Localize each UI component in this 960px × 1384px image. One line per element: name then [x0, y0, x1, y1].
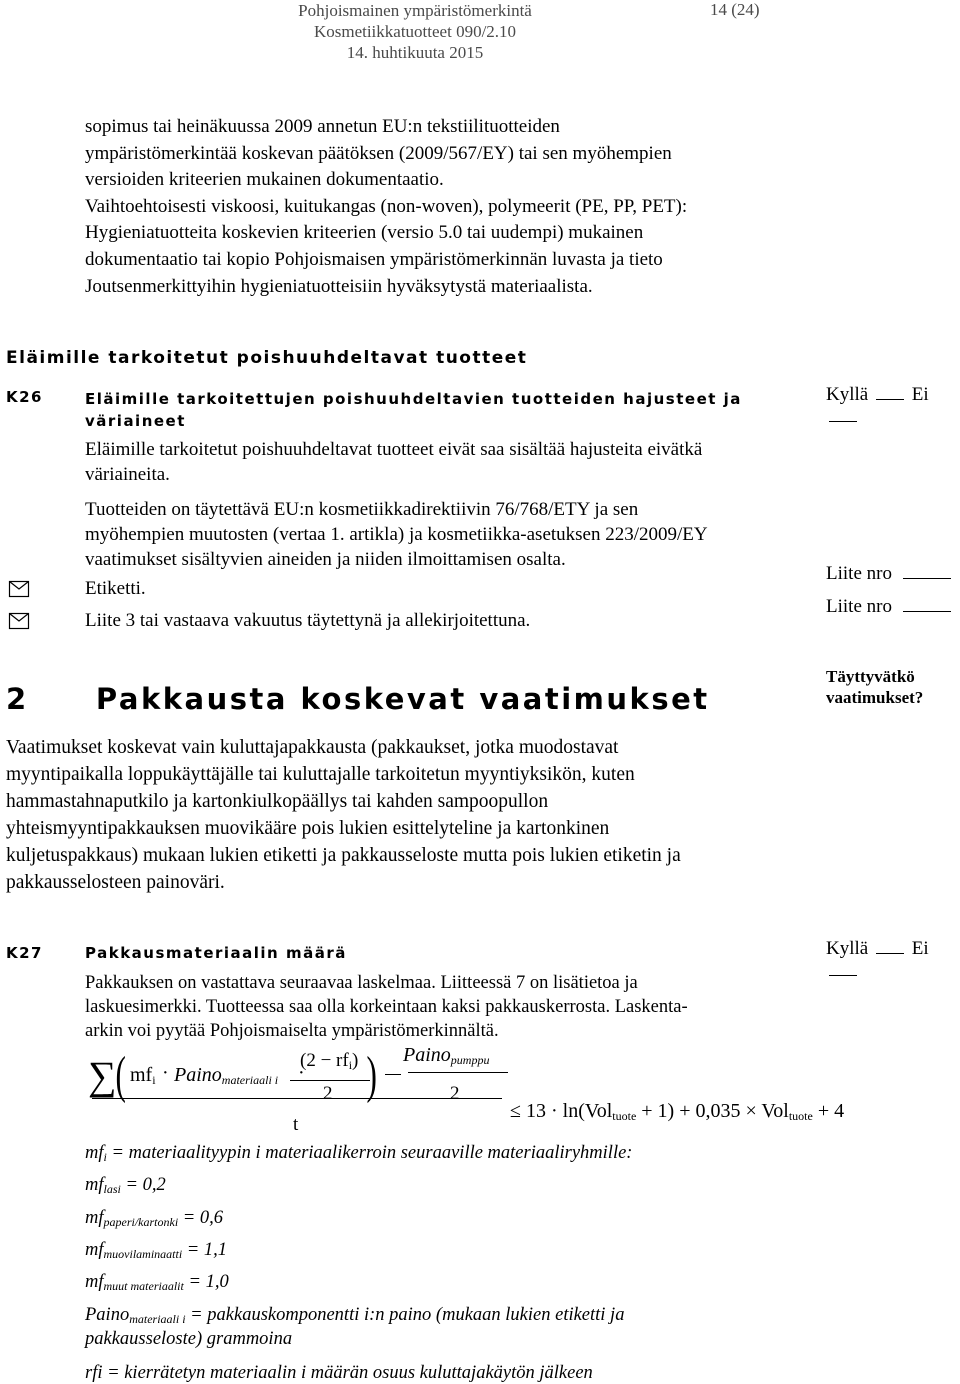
rhs-part: ≤ 13 · ln(Vol	[510, 1100, 613, 1122]
def-muovi	[85, 1240, 227, 1262]
def-subscript: paperi/kartonki	[103, 1215, 179, 1229]
rhs-part: + 1) + 0,035 × Vol	[636, 1100, 789, 1122]
def-paino	[85, 1305, 624, 1327]
body-line: laskuesimerkki. Tuotteessa saa olla korkeintaan kaksi pakkauskerrosta. Laskenta-	[85, 997, 688, 1017]
section2-body	[6, 734, 806, 896]
side-label-line: vaatimukset?	[826, 688, 924, 707]
def-subscript: lasi	[103, 1182, 121, 1196]
def-subscript: muut materiaalit	[103, 1279, 184, 1293]
def-lasi	[85, 1175, 166, 1197]
def-muut	[85, 1272, 229, 1294]
k26-attachment	[826, 596, 951, 618]
checklist-icon	[8, 580, 30, 598]
no-blank[interactable]	[829, 961, 857, 976]
intro-line: ympäristömerkintää koskevan päätöksen (2009/567/EY) tai sen myöhempien	[85, 142, 672, 164]
multiply-dot: ·	[298, 1062, 305, 1084]
tuote-subscript: tuote	[612, 1109, 637, 1123]
close-paren: )	[366, 1047, 377, 1104]
checklist-icon	[8, 612, 30, 630]
def-rfi: rfi = kierrätetyn materiaalin i määrän osuus kuluttajakäytön jälkeen	[85, 1363, 593, 1383]
intro-line: sopimus tai heinäkuussa 2009 annetun EU:n tekstiilituotteiden	[85, 116, 560, 137]
k27-body	[85, 971, 805, 1043]
rf-symbol: (2 − rf	[300, 1050, 349, 1071]
fraction-bar	[408, 1072, 508, 1073]
def-value: = 1,0	[183, 1272, 229, 1292]
attachment-label: Liite nro	[826, 596, 892, 617]
rf-close: )	[352, 1050, 359, 1071]
rf-subscript: i	[348, 1058, 353, 1072]
k26-doc-label: Liite 3 tai vastaava vakuutus täytettynä ja allekirjoitettuna.	[85, 610, 531, 631]
k26-text-line: Eläimille tarkoitetut poishuuhdeltavat tuotteet eivät saa sisältää hajusteita eivätkä	[85, 439, 703, 460]
sum-sign: ∑	[88, 1053, 117, 1098]
attachment-label: Liite nro	[826, 563, 892, 584]
minus-sign	[385, 1074, 401, 1075]
body-line: hammastahnaputkilo ja kartonkiulkopäällys tai kahden sampoopullon	[6, 791, 549, 812]
main-fraction-bar	[92, 1098, 502, 1099]
fraction-denominator: 2	[450, 1083, 460, 1104]
side-label-line: Täyttyvätkö	[826, 667, 915, 686]
intro-line: Joutsenmerkittyihin hygieniatuotteisiin hyväksytystä materiaalista.	[85, 275, 593, 297]
body-line: myyntipaikalla loppukäyttäjälle tai kuluttajalle tarkoitetun myyntiyksikön, kuten	[6, 764, 635, 785]
yes-label: Kyllä	[826, 938, 869, 959]
rhs-part: + 4	[812, 1100, 845, 1122]
def-paperi	[85, 1208, 223, 1230]
fraction-denominator: 2	[323, 1083, 333, 1104]
body-line: Vaatimukset koskevat vain kuluttajapakkausta (pakkaukset, jotka muodostavat	[6, 737, 619, 758]
def-symbol: mf	[85, 1272, 104, 1292]
intro-line: versioiden kriteerien mukainen dokumentaatio.	[85, 169, 444, 191]
body-line: Pakkauksen on vastattava seuraavaa laskelmaa. Liitteessä 7 on lisätietoa ja	[85, 973, 638, 993]
body-line: pakkausselosteen painoväri.	[6, 872, 225, 893]
def-symbol: Paino	[85, 1305, 130, 1325]
body-line: kuljetuspakkaus) mukaan lukien etiketti ja pakkausseloste mutta pois lukien etiketin ja	[6, 845, 681, 866]
formula-paino	[174, 1064, 278, 1088]
def-value: = 0,6	[178, 1208, 224, 1228]
attachment-blank[interactable]	[903, 597, 951, 612]
def-text: = pakkauskomponentti i:n paino (mukaan lukien etiketti ja	[185, 1305, 625, 1325]
k26-title	[85, 388, 805, 432]
k26-title-line: väriaineet	[85, 412, 186, 430]
k26-body	[85, 437, 805, 572]
k26-title-line: Eläimille tarkoitettujen poishuuhdeltavien tuotteiden hajusteet ja	[85, 390, 742, 408]
k26-text-line: väriaineita.	[85, 464, 170, 485]
def-subscript: materiaali i	[129, 1312, 186, 1326]
mf-symbol: mf	[130, 1064, 153, 1086]
def-value: = 0,2	[120, 1175, 166, 1195]
mf-subscript: i	[152, 1073, 156, 1087]
paino-subscript: materiaali i	[221, 1073, 279, 1087]
header-date: 14. huhtikuuta 2015	[346, 43, 484, 62]
header-subtitle: Kosmetiikkatuotteet 090/2.10	[313, 22, 517, 41]
def-text: pakkausseloste) grammoina	[85, 1329, 293, 1349]
k27-yes-no	[826, 938, 960, 982]
no-blank[interactable]	[829, 407, 857, 422]
formula-rf	[300, 1050, 358, 1073]
formula-rhs	[510, 1100, 844, 1124]
k26-text-line: Tuotteiden on täytettävä EU:n kosmetiikkadirektiivin 76/768/ETY ja sen	[85, 499, 639, 520]
document-header	[250, 0, 580, 63]
k26-doc-label: Etiketti.	[85, 578, 146, 599]
attachment-blank[interactable]	[903, 564, 951, 579]
k26-yes-no	[826, 384, 960, 428]
def-subscript: muovilaminaatti	[103, 1247, 183, 1261]
intro-line: Vaihtoehtoisesti viskoosi, kuitukangas (non-woven), polymeerit (PE, PP, PET):	[85, 195, 688, 217]
formula-paino-pumppu	[403, 1044, 489, 1068]
formula-mf	[130, 1064, 156, 1088]
k26-attachment	[826, 563, 951, 585]
def-mf	[85, 1143, 632, 1165]
section-heading-packaging	[6, 682, 710, 716]
no-label: Ei	[911, 938, 929, 959]
intro-line: dokumentaatio tai kopio Pohjoismaisen ympäristömerkinnän luvasta ja tieto	[85, 248, 663, 270]
yes-blank[interactable]	[876, 385, 904, 400]
k26-text-line: vaatimukset sisältyvien aineiden ja niiden ilmoittamisen osalta.	[85, 549, 566, 570]
body-line: yhteismyyntipakkauksen muovikääre pois lukien esittelyteline ja kartonkinen	[6, 818, 610, 839]
k26-code: K26	[6, 388, 43, 406]
def-symbol: mf	[85, 1240, 104, 1260]
packaging-formula	[88, 1044, 948, 1140]
def-text: = materiaalityypin i materiaalikerroin seuraaville materiaaliryhmille:	[106, 1143, 633, 1163]
k27-title: Pakkausmateriaalin määrä	[85, 944, 347, 962]
def-symbol: mf	[85, 1208, 104, 1228]
body-line: arkin voi pyytää Pohjoismaiselta ympäristömerkinnältä.	[85, 1021, 499, 1041]
yes-label: Kyllä	[826, 384, 869, 405]
yes-blank[interactable]	[876, 939, 904, 954]
def-subscript: i	[103, 1150, 107, 1164]
intro-text	[85, 114, 845, 300]
multiply-dot: ·	[162, 1062, 169, 1084]
tuote-subscript: tuote	[788, 1109, 813, 1123]
section-heading-pet: Eläimille tarkoitetut poishuuhdeltavat tuotteet	[6, 348, 528, 368]
header-title: Pohjoismainen ympäristömerkintä	[298, 1, 532, 20]
section-title: Pakkausta koskevat vaatimukset	[95, 682, 710, 716]
paino-symbol: Paino	[174, 1064, 222, 1086]
def-symbol: mf	[85, 1175, 104, 1195]
requirements-met-label	[826, 666, 923, 708]
section-number: 2	[6, 682, 29, 716]
formula-t: t	[293, 1114, 299, 1135]
fraction-bar	[290, 1080, 370, 1081]
no-label: Ei	[911, 384, 929, 405]
def-symbol: mf	[85, 1143, 104, 1163]
open-paren: (	[115, 1047, 126, 1104]
paino-symbol: Paino	[403, 1044, 451, 1066]
pumppu-subscript: pumppu	[450, 1053, 490, 1067]
k27-code: K27	[6, 944, 43, 962]
def-value: = 1,1	[182, 1240, 228, 1260]
intro-line: Hygieniatuotteita koskevien kriteerien (versio 5.0 tai uudempi) mukainen	[85, 222, 644, 244]
k26-text-line: myöhempien muutosten (vertaa 1. artikla) ja kosmetiikka-asetuksen 223/2009/EY	[85, 524, 708, 545]
page-number: 14 (24)	[710, 0, 760, 19]
